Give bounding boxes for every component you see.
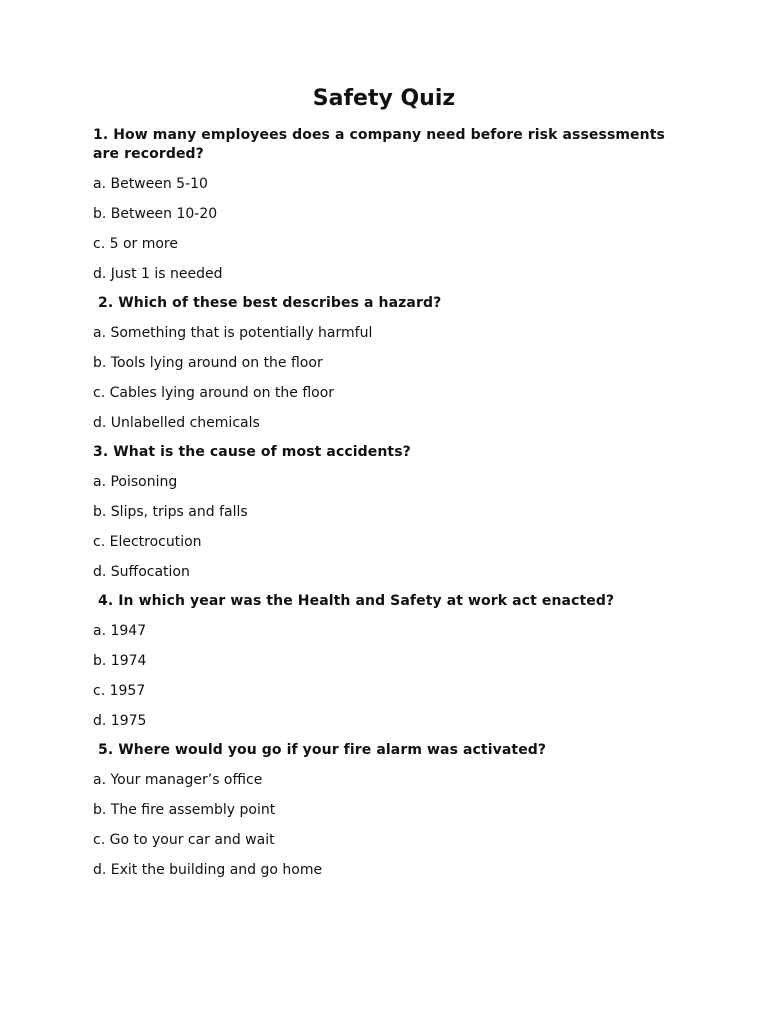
quiz-body [93, 126, 683, 890]
answer-option: a. Poisoning [93, 474, 178, 490]
question-text: 4. In which year was the Health and Safety at work act enacted? [98, 593, 615, 609]
answer-option: c. 1957 [93, 683, 146, 699]
answer-option: a. Between 5-10 [93, 176, 208, 192]
answer-option: a. Something that is potentially harmful [93, 325, 373, 341]
page-title: Safety Quiz [312, 86, 456, 111]
answer-option: b. Between 10-20 [93, 206, 218, 222]
answer-option: d. Just 1 is needed [93, 266, 223, 282]
question-block [93, 126, 683, 284]
answer-option: c. Electrocution [93, 534, 202, 550]
answer-option: d. 1975 [93, 713, 147, 729]
answer-option: b. 1974 [93, 653, 147, 669]
answer-option: b. The fire assembly point [93, 802, 276, 818]
question-block [93, 741, 683, 880]
question-text: 1. How many employees does a company need before risk assessments are recorded? [93, 127, 665, 162]
question-block [93, 443, 683, 582]
answer-option: d. Suffocation [93, 564, 190, 580]
answer-option: d. Exit the building and go home [93, 862, 323, 878]
question-text: 2. Which of these best describes a hazard? [98, 295, 442, 311]
question-text: 5. Where would you go if your fire alarm was activated? [98, 742, 547, 758]
answer-option: c. 5 or more [93, 236, 178, 252]
answer-option: c. Cables lying around on the floor [93, 385, 335, 401]
answer-option: a. Your manager’s office [93, 772, 263, 788]
answer-option: c. Go to your car and wait [93, 832, 275, 848]
answer-option: d. Unlabelled chemicals [93, 415, 260, 431]
question-block [93, 294, 683, 433]
question-text: 3. What is the cause of most accidents? [93, 444, 411, 460]
question-block [93, 592, 683, 731]
answer-option: b. Tools lying around on the floor [93, 355, 323, 371]
answer-option: b. Slips, trips and falls [93, 504, 248, 520]
answer-option: a. 1947 [93, 623, 147, 639]
